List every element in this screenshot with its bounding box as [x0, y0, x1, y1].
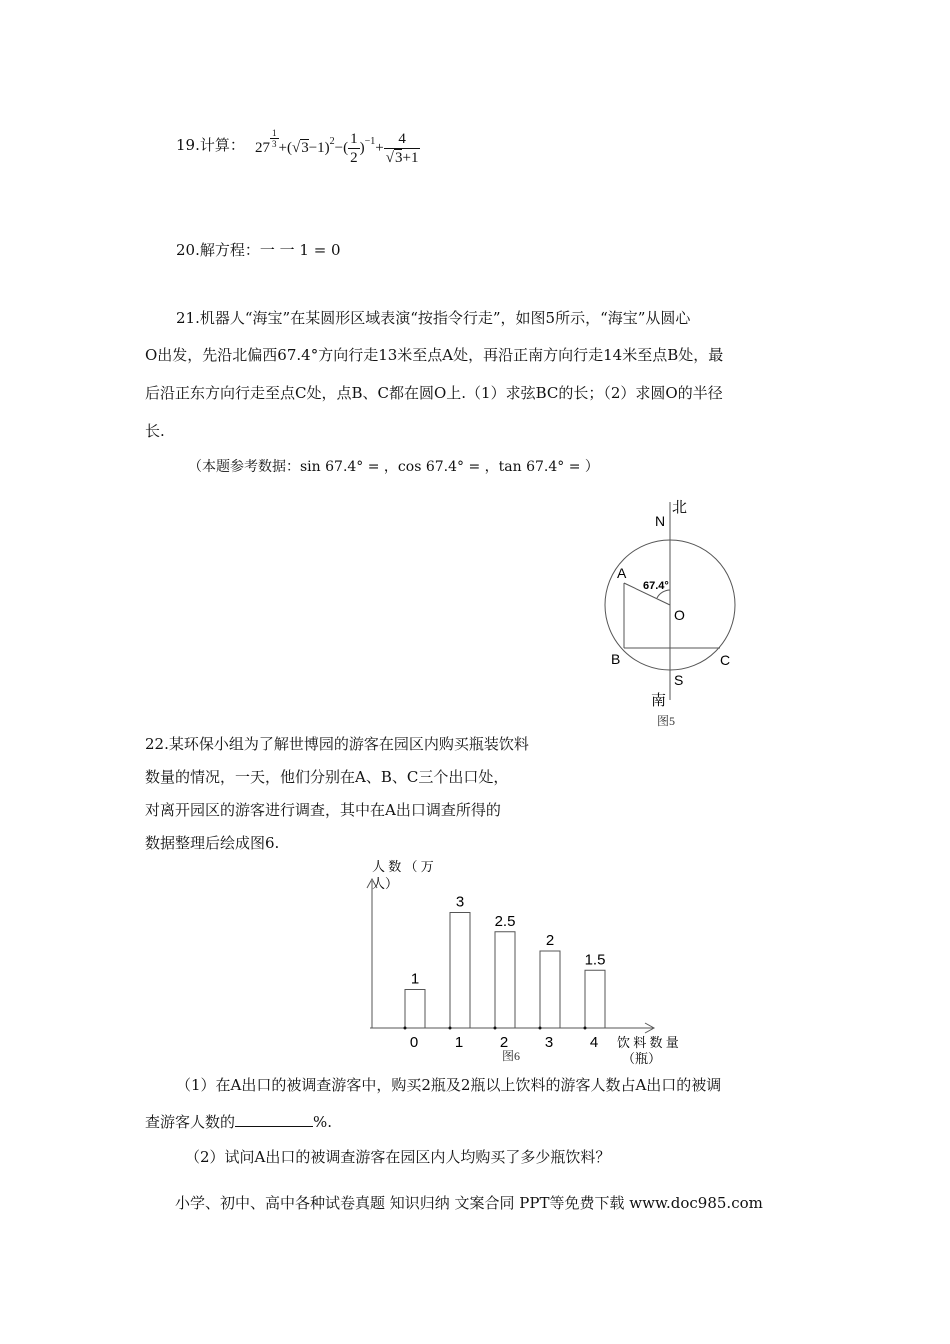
data-label-2: 2.5 [494, 912, 516, 930]
footer-text: 小学、初中、高中各种试卷真题 知识归纳 文案合同 PPT等免费下载 www.doc985.com [175, 1194, 763, 1212]
x-axis-label-line2: （瓶） [622, 1051, 662, 1066]
bar-4 [585, 970, 605, 1028]
label-b: B [611, 651, 621, 667]
q22-sub1-text: 查游客人数的 [145, 1113, 236, 1131]
q19-base: 27 [255, 139, 270, 156]
q21-line1: 21.机器人“海宝”在某圆形区域表演“按指令行走”，如图5所示，“海宝”从圆心 [176, 309, 691, 327]
x-tick-label-2: 2 [499, 1034, 509, 1051]
sqrt-icon: √ [385, 150, 394, 166]
figure-6-bar-chart [355, 855, 725, 1070]
y-axis-label-line2: 人） [372, 876, 399, 891]
q22-sub2: （2）试问A出口的被调查游客在园区内人均购买了多少瓶饮料？ [185, 1148, 611, 1166]
figure-5-caption: 图5 [657, 714, 676, 728]
bar-0 [405, 990, 425, 1029]
q22-line1: 22.某环保小组为了解世博园的游客在园区内购买瓶装饮料 [145, 735, 529, 753]
label-o: O [674, 607, 685, 623]
label-s: S [674, 672, 684, 688]
figure-5-diagram [590, 490, 760, 735]
tick-mark-2 [494, 1027, 497, 1030]
q22-line2: 数量的情况，一天，他们分别在A、B、C三个出口处， [145, 768, 509, 786]
q22-sub1-line2 [145, 1111, 332, 1132]
tick-mark-3 [539, 1027, 542, 1030]
q21-line3: 后沿正东方向行走至点C处，点B、C都在圆O上.（1）求弦BC的长；（2）求圆O的半径 [145, 384, 723, 402]
data-label-3: 2 [545, 932, 555, 949]
data-label-1: 3 [455, 893, 465, 911]
q22-line3: 对离开园区的游客进行调查，其中在A出口调查所得的 [145, 801, 501, 819]
x-tick-label-4: 4 [589, 1034, 599, 1051]
bar-2 [495, 932, 515, 1028]
data-label-4: 1.5 [584, 951, 606, 969]
tick-mark-1 [449, 1027, 452, 1030]
q22-line4: 数据整理后绘成图6. [145, 834, 280, 852]
label-a: A [617, 565, 627, 581]
x-tick-label-0: 0 [409, 1034, 419, 1051]
answer-blank[interactable] [235, 1112, 313, 1127]
label-north-cn: 北 [672, 499, 688, 516]
x-tick-label-1: 1 [454, 1034, 464, 1051]
tick-mark-4 [584, 1027, 587, 1030]
tick-mark-0 [404, 1027, 407, 1030]
bar-3 [540, 951, 560, 1028]
data-label-0: 1 [410, 970, 420, 988]
q21-line4: 长. [145, 422, 165, 440]
q21-reference-data: （本题参考数据：sin 67.4° = ，cos 67.4° = ，tan 67.4° = ） [188, 459, 599, 475]
q19-half-fraction: $\frac{1}{2}$ [350, 131, 358, 166]
q22-sub1-line1: （1）在A出口的被调查游客中，购买2瓶及2瓶以上饮料的游客人数占A出口的被调 [176, 1076, 722, 1094]
q19-expression: 27 $\frac{1}{3}$ $+(√3-1)^2-$( $\frac{1}{2}$ )$^{-1}$+ $\frac{4}{√3+1}$ [255, 128, 419, 166]
q21-line2: O出发，先沿北偏西67.4°方向行走13米至点A处，再沿正南方向行走14米至点B处，最 [145, 346, 724, 364]
bar-1 [450, 913, 470, 1029]
label-n: N [655, 513, 666, 529]
x-tick-label-3: 3 [544, 1034, 554, 1051]
figure-6-caption: 图6 [502, 1049, 521, 1063]
q19-label: 19.计算： [176, 136, 245, 154]
sqrt-icon: √ [291, 139, 301, 156]
y-axis-label-line1: 人 数 （ 万 [372, 859, 434, 874]
q22-sub1-unit: %. [313, 1113, 333, 1131]
q20-text: 20.解方程：一 一 1 = 0 [176, 241, 341, 259]
x-axis-label-line1: 饮 料 数 量 [617, 1035, 679, 1050]
q19-last-fraction: $\frac{4}{√3+1}$ [385, 131, 419, 166]
q19-exponent-fraction: $\frac{1}{3}$ [272, 128, 277, 149]
label-south-cn: 南 [651, 692, 667, 709]
label-c: C [720, 652, 731, 668]
label-angle: 67.4° [643, 580, 669, 592]
